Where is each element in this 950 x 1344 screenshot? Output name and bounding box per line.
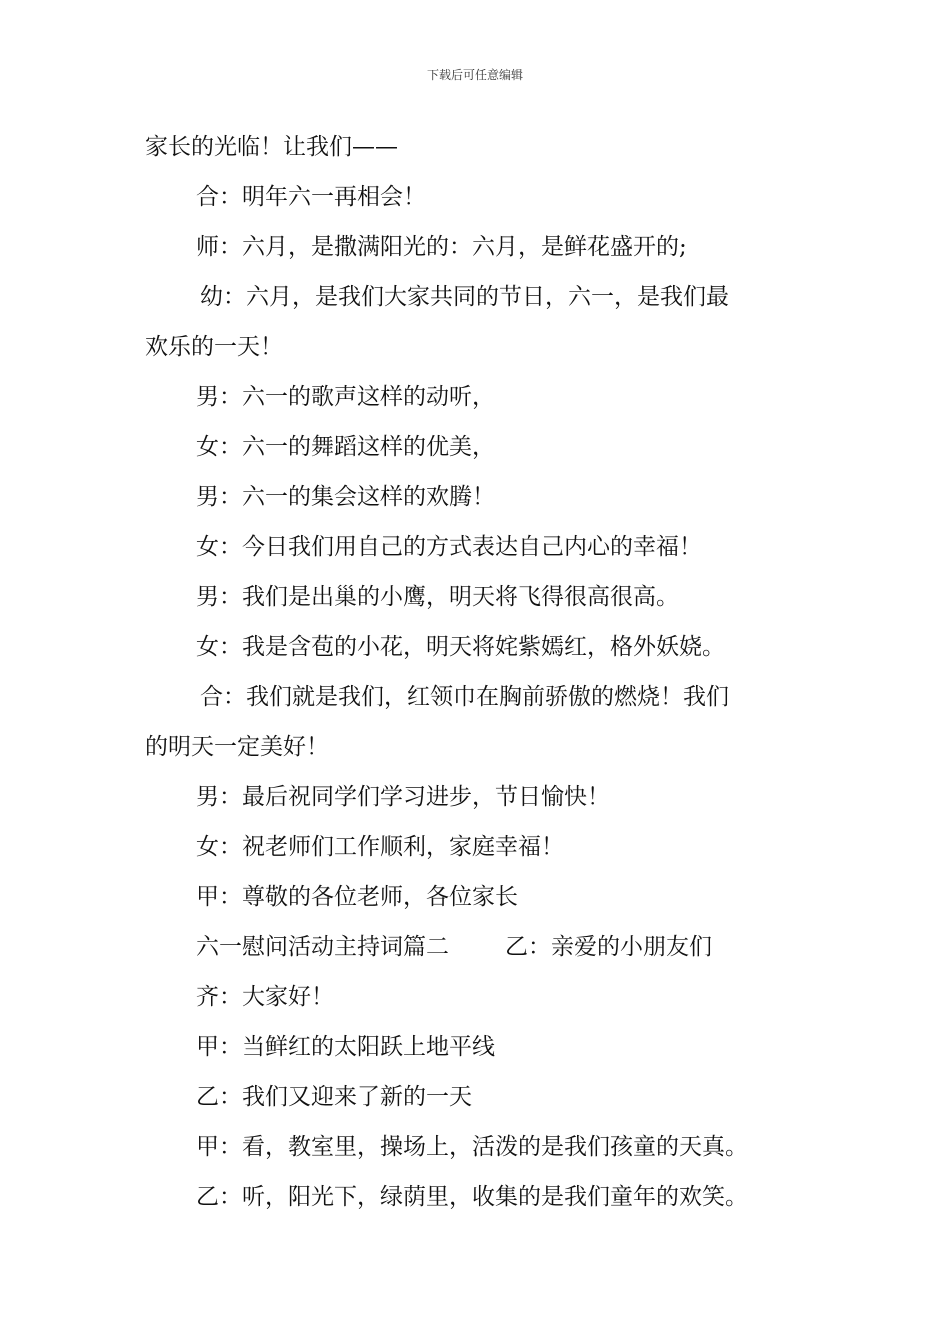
text-line [196,936,712,959]
page-header: 下载后可任意编辑 [426,68,523,82]
section-title: 六一慰问活动主持词篇二 [196,934,449,960]
text-line: 乙：听，阳光下，绿荫里，收集的是我们童年的欢笑。 [196,1184,748,1210]
text-line: 甲：尊敬的各位老师，各位家长 [196,884,518,910]
text-line: 家长的光临！让我们—— [145,134,398,160]
text-line: 齐：大家好！ [196,984,334,1010]
text-line: 男：六一的歌声这样的动听， [196,384,495,410]
text-line: 女：我是含苞的小花，明天将姹紫嫣红，格外妖娆。 [196,634,725,660]
text-line: 女：六一的舞蹈这样的优美， [196,434,495,460]
text-line: 合：明年六一再相会！ [196,184,426,210]
text-line: 乙：我们又迎来了新的一天 [196,1084,472,1110]
text-line: 甲：看，教室里，操场上，活泼的是我们孩童的天真。 [196,1134,748,1160]
text-line: 师：六月，是撒满阳光的：六月，是鲜花盛开的; [196,234,687,260]
text-line: 的明天一定美好！ [145,734,329,760]
text-line: 幼：六月，是我们大家共同的节日，六一，是我们最 [200,284,729,310]
text-line: 合：我们就是我们，红领巾在胸前骄傲的燃烧！我们 [200,684,729,710]
text-line: 女：今日我们用自己的方式表达自己内心的幸福！ [196,534,702,560]
text-line: 男：最后祝同学们学习进步，节日愉快！ [196,784,610,810]
text-line: 甲：当鲜红的太阳跃上地平线 [196,1034,495,1060]
text-line: 欢乐的一天！ [145,334,283,360]
text-span: 乙：亲爱的小朋友们 [505,934,712,960]
text-line: 男：六一的集会这样的欢腾！ [196,484,495,510]
text-line: 女：祝老师们工作顺利，家庭幸福！ [196,834,564,860]
text-line: 男：我们是出巢的小鹰，明天将飞得很高很高。 [196,584,679,610]
